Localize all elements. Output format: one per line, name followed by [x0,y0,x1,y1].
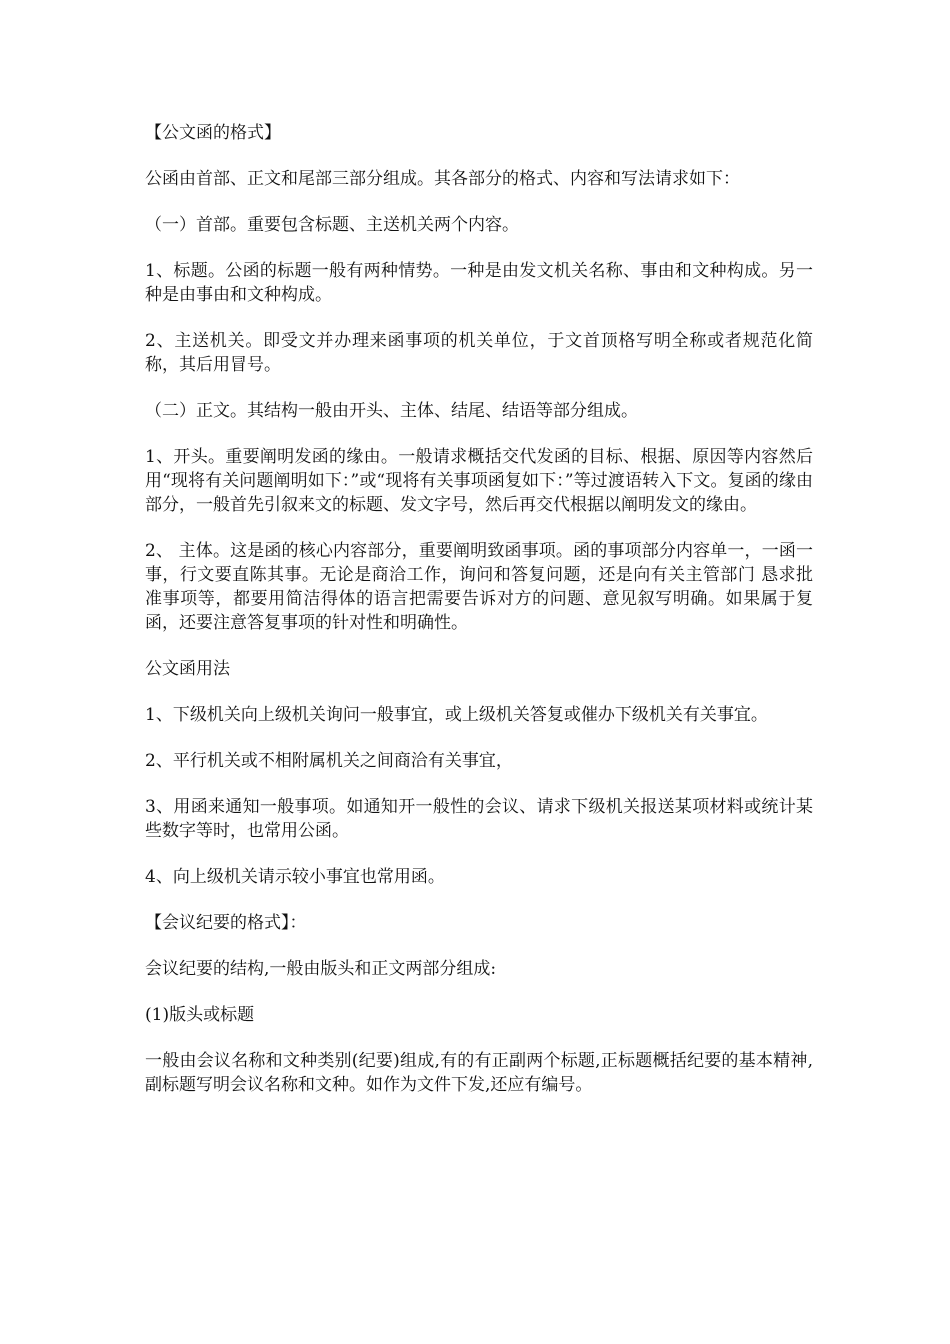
paragraph-opening: 1、开头。重要阐明发函的缘由。一般请求概括交代发函的目标、根据、原因等内容然后用“现将有关问题阐明如下：”或“现将有关事项函复如下：”等过渡语转入下文。复函的缘由部分，一般首先引叙来文的标题、发文字号，然后再交代根据以阐明发文的缘由。 [145,447,813,515]
paragraph-letter-intro: 公函由首部、正文和尾部三部分组成。其各部分的格式、内容和写法请求如下： [145,169,740,189]
paragraph-body-part: （二）正文。其结构一般由开头、主体、结尾、结语等部分组成。 [145,401,638,421]
paragraph-usage-3: 3、用函来通知一般事项。如通知开一般性的会议、请求下级机关报送某项材料或统计某些数字等时，也常用公函。 [145,797,813,841]
section-heading-letter-format: 【公文函的格式】 [145,123,281,143]
paragraph-recipient: 2、主送机关。即受文并办理来函事项的机关单位，于文首顶格写明全称或者规范化简称，其后用冒号。 [145,331,813,375]
paragraph-usage-4: 4、向上级机关请示较小事宜也常用函。 [145,867,445,887]
document-body [145,121,813,1119]
section-heading-letter-usage: 公文函用法 [145,659,230,679]
section-heading-minutes-format: 【会议纪要的格式】： [145,913,307,933]
paragraph-minutes-structure: 会议纪要的结构,一般由版头和正文两部分组成: [145,959,497,979]
paragraph-header-part: （一）首部。重要包含标题、主送机关两个内容。 [145,215,519,235]
paragraph-minutes-title-desc: 一般由会议名称和文种类别(纪要)组成,有的有正副两个标题,正标题概括纪要的基本精神,副标题写明会议名称和文种。如作为文件下发,还应有编号。 [145,1051,813,1095]
paragraph-title: 1、标题。公函的标题一般有两种情势。一种是由发文机关名称、事由和文种构成。另一种是由事由和文种构成。 [145,261,813,305]
paragraph-usage-1: 1、下级机关向上级机关询问一般事宜，或上级机关答复或催办下级机关有关事宜。 [145,705,768,725]
paragraph-main-body: 2、 主体。这是函的核心内容部分，重要阐明致函事项。函的事项部分内容单一，一函一事，行文要直陈其事。无论是商洽工作，询问和答复问题，还是向有关主管部门 恳求批准事项等，都要用简洁得体的语言把需要告诉对方的问题、意见叙写明确。如果属于复函，还要注意答复事项的针对性和明确性。 [145,541,813,633]
paragraph-usage-2: 2、平行机关或不相附属机关之间商洽有关事宜， [145,751,513,771]
paragraph-minutes-header: (1)版头或标题 [145,1005,255,1025]
